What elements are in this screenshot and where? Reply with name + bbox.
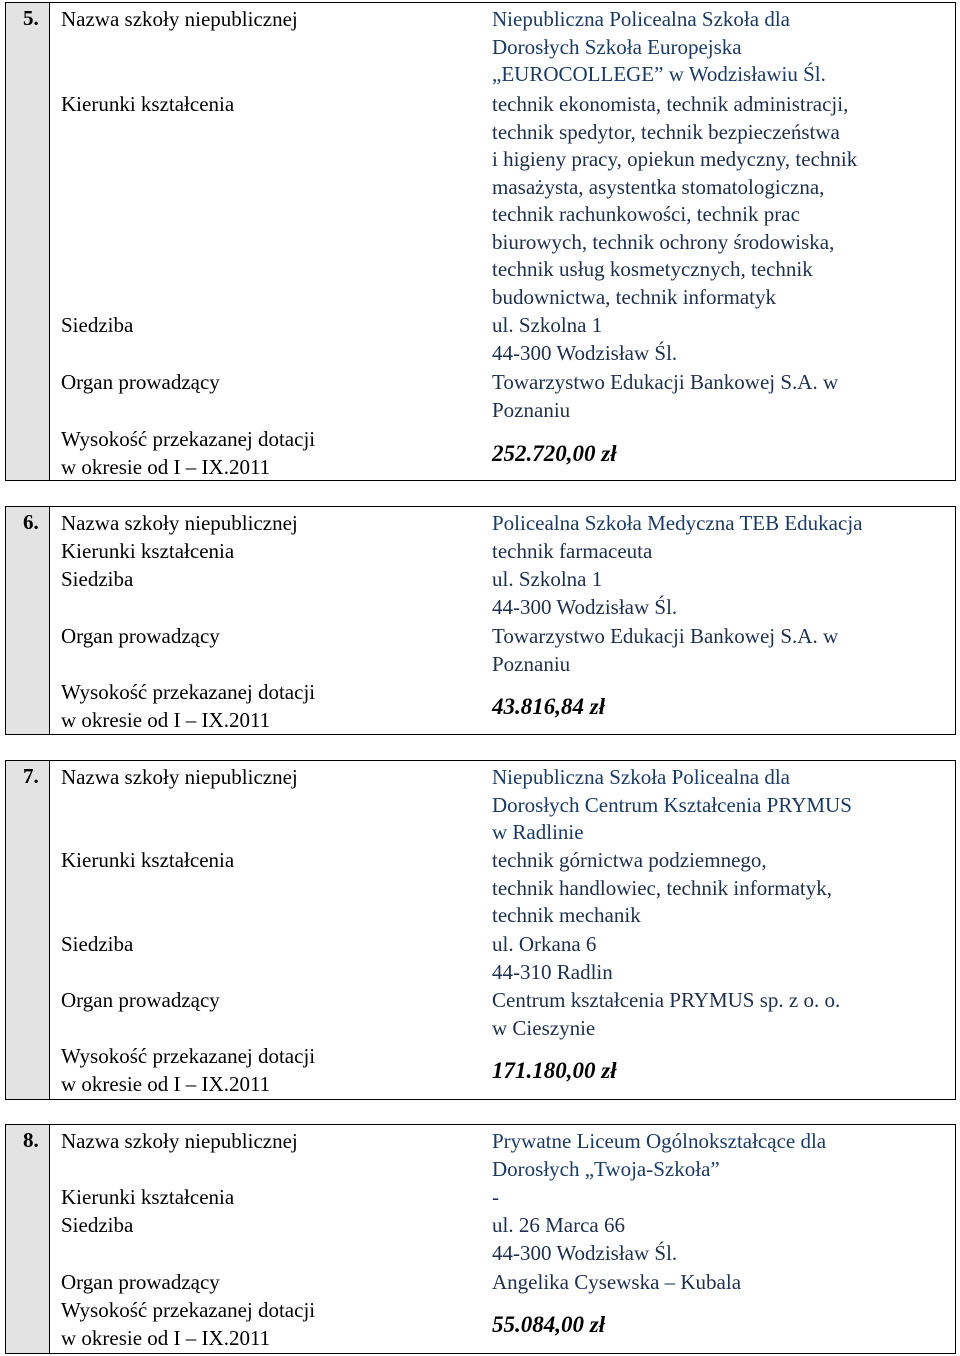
- address-line: 44-300 Wodzisław Śl.: [492, 594, 678, 619]
- entry-number: 5.: [6, 3, 50, 480]
- grant-amount: 252.720,00 zł: [492, 441, 617, 466]
- label-seat: Siedziba: [61, 932, 134, 956]
- grant-label-line: Wysokość przekazanej dotacji: [61, 427, 316, 451]
- label-seat: Siedziba: [61, 1213, 134, 1237]
- school-entry-5: [5, 2, 956, 481]
- course-line: -: [492, 1185, 499, 1209]
- grant-amount: 43.816,84 zł: [492, 694, 606, 719]
- address-line: ul. Szkolna 1: [492, 567, 603, 591]
- governing-body: [492, 1269, 953, 1297]
- course-line: technik górnictwa podziemnego,: [492, 848, 767, 872]
- organ-line: Poznaniu: [492, 651, 571, 676]
- course-line: technik usług kosmetycznych, technik: [492, 257, 813, 281]
- label-seat: Siedziba: [61, 313, 134, 337]
- label-grant: [61, 426, 481, 481]
- organ-line: Angelika Cysewska – Kubala: [492, 1270, 742, 1294]
- course-line: technik farmaceuta: [492, 539, 653, 563]
- school-entry-7: [5, 760, 956, 1100]
- grant-label-line: w okresie od I – IX.2011: [61, 707, 271, 732]
- organ-line: Towarzystwo Edukacji Bankowej S.A. w: [492, 624, 839, 648]
- school-name-line: Dorosłych Szkoła Europejska: [492, 34, 742, 59]
- entry-number: 7.: [6, 761, 50, 1099]
- school-name: [492, 6, 953, 89]
- label-seat: Siedziba: [61, 567, 134, 591]
- governing-body: [492, 369, 953, 424]
- seat-address: [492, 566, 953, 621]
- course-line: masażysta, asystentka stomatologiczna,: [492, 174, 825, 199]
- address-line: ul. 26 Marca 66: [492, 1213, 625, 1237]
- address-line: ul. Szkolna 1: [492, 313, 603, 337]
- grant-label-line: Wysokość przekazanej dotacji: [61, 1044, 316, 1068]
- courses: [492, 847, 953, 930]
- label-school-name: Nazwa szkoły niepublicznej: [61, 511, 298, 535]
- seat-address: [492, 312, 953, 367]
- label-organ: Organ prowadzący: [61, 624, 220, 648]
- courses: [492, 1184, 953, 1212]
- address-line: ul. Orkana 6: [492, 932, 597, 956]
- organ-line: Towarzystwo Edukacji Bankowej S.A. w: [492, 370, 839, 394]
- label-grant: [61, 1297, 481, 1352]
- label-grant: [61, 1043, 481, 1098]
- school-name-line: „EUROCOLLEGE” w Wodzisławiu Śl.: [492, 62, 826, 86]
- label-organ: Organ prowadzący: [61, 988, 220, 1012]
- label-courses: Kierunki kształcenia: [61, 92, 235, 116]
- seat-address: [492, 1212, 953, 1267]
- school-name: [492, 764, 953, 847]
- course-line: technik mechanik: [492, 903, 641, 927]
- school-name-line: Dorosłych Centrum Kształcenia PRYMUS: [492, 792, 852, 817]
- school-name-line: Policealna Szkoła Medyczna TEB Edukacja: [492, 511, 863, 535]
- school-name-line: Dorosłych „Twoja-Szkoła”: [492, 1156, 720, 1181]
- grant-label-line: w okresie od I – IX.2011: [61, 1325, 271, 1350]
- course-line: technik spedytor, technik bezpieczeństwa: [492, 119, 840, 144]
- label-courses: Kierunki kształcenia: [61, 1185, 235, 1209]
- school-entry-8: [5, 1124, 956, 1354]
- entry-number: 6.: [6, 507, 50, 734]
- course-line: i higieny pracy, opiekun medyczny, technik: [492, 147, 858, 171]
- governing-body: [492, 623, 953, 678]
- address-line: 44-300 Wodzisław Śl.: [492, 340, 678, 365]
- label-school-name: Nazwa szkoły niepublicznej: [61, 7, 298, 31]
- grant-label-line: Wysokość przekazanej dotacji: [61, 680, 316, 704]
- organ-line: Poznaniu: [492, 397, 571, 422]
- course-line: technik handlowiec, technik informatyk,: [492, 875, 832, 900]
- label-grant: [61, 679, 481, 734]
- grant-amount: 171.180,00 zł: [492, 1058, 617, 1083]
- grant-amount: 55.084,00 zł: [492, 1312, 606, 1337]
- label-school-name: Nazwa szkoły niepublicznej: [61, 765, 298, 789]
- school-entry-6: [5, 506, 956, 735]
- school-name: [492, 510, 953, 538]
- entry-number: 8.: [6, 1125, 50, 1353]
- course-line: technik rachunkowości, technik prac: [492, 202, 800, 226]
- course-line: technik ekonomista, technik administracji,: [492, 92, 849, 116]
- label-courses: Kierunki kształcenia: [61, 539, 235, 563]
- organ-line: w Cieszynie: [492, 1015, 596, 1040]
- school-name-line: Niepubliczna Szkoła Policealna dla: [492, 765, 790, 789]
- label-courses: Kierunki kształcenia: [61, 848, 235, 872]
- governing-body: [492, 987, 953, 1042]
- school-name-line: Prywatne Liceum Ogólnokształcące dla: [492, 1129, 827, 1153]
- organ-line: Centrum kształcenia PRYMUS sp. z o. o.: [492, 988, 841, 1012]
- courses: [492, 91, 953, 311]
- grant-label-line: w okresie od I – IX.2011: [61, 454, 271, 479]
- course-line: budownictwa, technik informatyk: [492, 284, 777, 309]
- label-organ: Organ prowadzący: [61, 1270, 220, 1294]
- courses: [492, 538, 953, 566]
- address-line: 44-300 Wodzisław Śl.: [492, 1240, 678, 1265]
- grant-label-line: Wysokość przekazanej dotacji: [61, 1298, 316, 1322]
- school-name-line: w Radlinie: [492, 820, 584, 844]
- label-organ: Organ prowadzący: [61, 370, 220, 394]
- school-name: [492, 1128, 953, 1183]
- grant-label-line: w okresie od I – IX.2011: [61, 1071, 271, 1096]
- seat-address: [492, 931, 953, 986]
- label-school-name: Nazwa szkoły niepublicznej: [61, 1129, 298, 1153]
- address-line: 44-310 Radlin: [492, 959, 613, 984]
- school-name-line: Niepubliczna Policealna Szkoła dla: [492, 7, 790, 31]
- course-line: biurowych, technik ochrony środowiska,: [492, 229, 835, 254]
